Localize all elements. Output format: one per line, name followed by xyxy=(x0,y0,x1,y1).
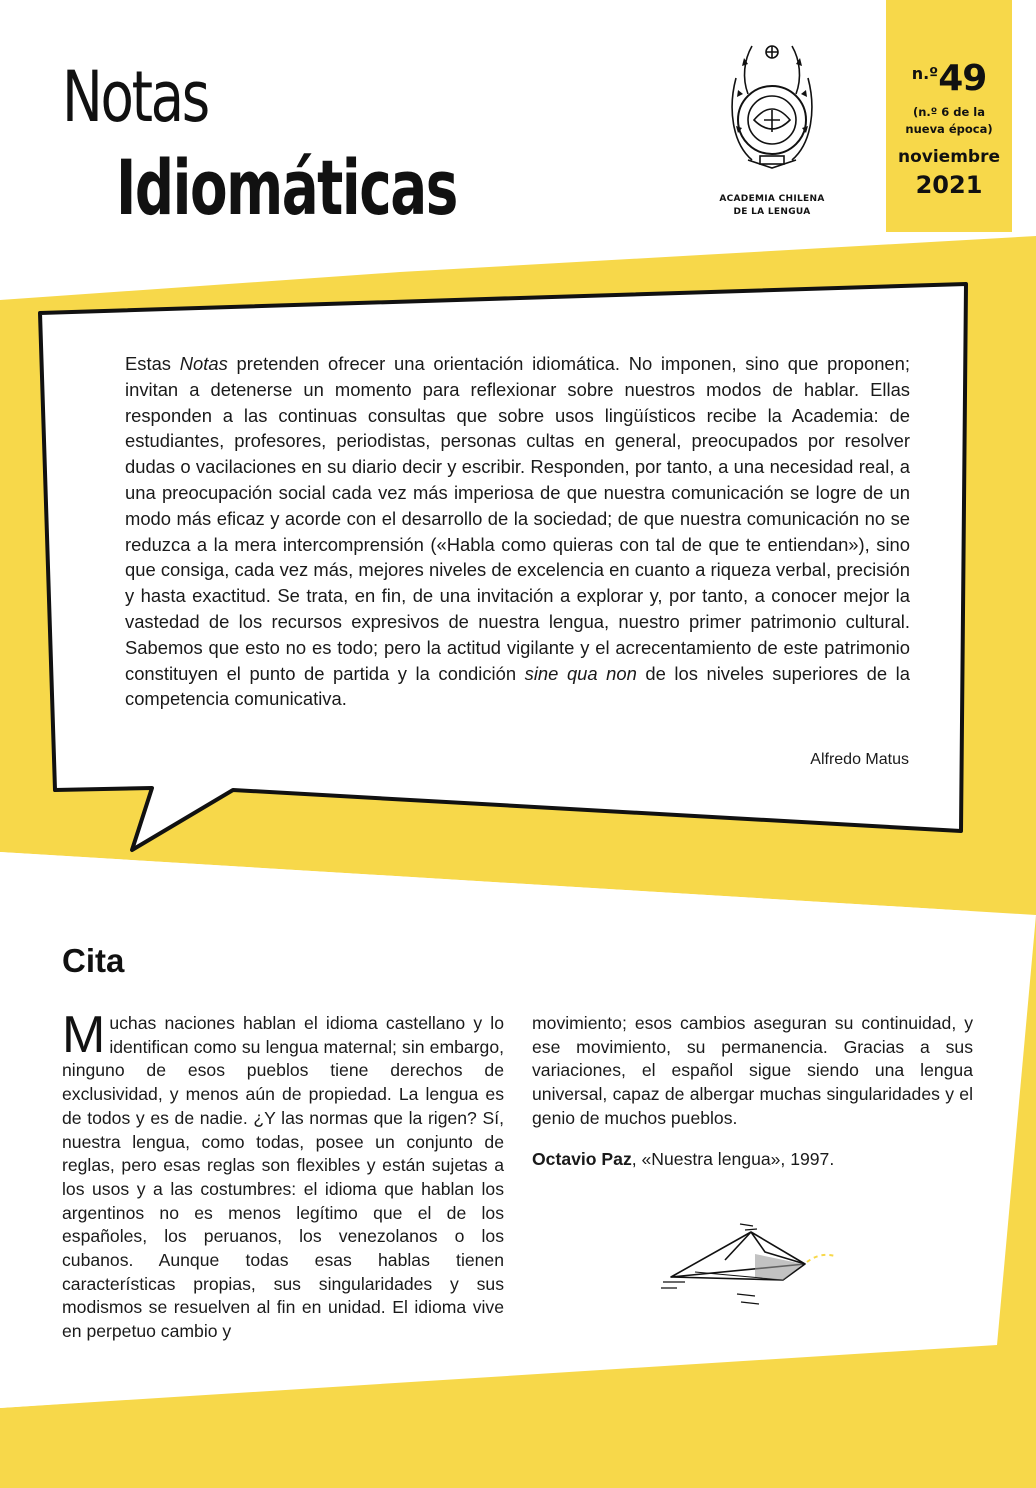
academy-crest-logo xyxy=(722,38,822,188)
issue-number-value: 49 xyxy=(938,58,987,99)
issue-number xyxy=(886,58,1012,99)
intro-paragraph xyxy=(125,351,910,712)
cita-column-1-text: uchas naciones hablan el idioma castellano y lo identifican como su lengua maternal; sin embargo, ninguno de esos pueblos tiene derechos de exclusividad, y menos aún de propiedad. La lengua es de todos y es de nadie. ¿Y las normas que la rigen? Sí, nuestra lengua, como todas, posee un conjunto de reglas, pero esas reglas son flexibles y están sujetas a los usos y a las costumbres: el idioma que hablan los argentinos no es menos legítimo que el de los españoles, los peruanos, los venezolanos o los cubanos. Aunque todas esas hablas tienen características propias, sus singularidades y sus modismos se resuelven al fin en unidad. El idioma vive en perpetuo cambio y xyxy=(62,1013,504,1342)
cita-column-1 xyxy=(62,1006,504,1344)
logo-caption xyxy=(712,193,832,219)
intro-author: Alfredo Matus xyxy=(810,751,909,768)
masthead-title-line2: Idiomáticas xyxy=(116,143,457,232)
intro-text-1: Estas xyxy=(125,353,180,374)
issue-prefix: n.º xyxy=(911,64,939,83)
issue-subtitle xyxy=(886,104,1012,138)
issue-month: noviembre xyxy=(897,147,1001,167)
intro-text-2: pretenden ofrecer una orientación idiomática. No imponen, sino que proponen; invitan a detenerse un momento para reflexionar sobre nuestros modos de hablar. Ellas responden a las continuas consultas que sobre usos lingüísticos recibe la Academia: de estudiantes, profesores, periodistas, personas cultas en general, preocupados por resolver dudas o vacilaciones en su diario decir y escribir. Responden, por tanto, a una necesidad real, a una preocupación social cada vez más imperiosa de que nuestra comunicación se logre de un modo más eficaz y acorde con el desarrollo de la sociedad; de que nuestra comunicación no se reduzca a la mera intercomprensión («Habla como quieras con tal de que te entiendan»), sino que consiga, cada vez más, mejores niveles de excelencia en cuanto a riqueza verbal, precisión y hasta exactitud. Se trata, en fin, de una invitación a explorar y, por tanto, a conocer mejor la vastedad de los recursos expresivos de nuestra lengua, nuestro primer patrimonio cultural. Sabemos que esto no es todo; pero la actitud vigilante y el acrecentamiento de este patrimonio constituyen el punto de partida y la condición xyxy=(125,353,910,684)
intro-text-3: de los niveles superiores de la competencia comunicativa. xyxy=(125,662,910,710)
intro-text-em-sine-qua-non: sine qua non xyxy=(524,662,637,684)
logo-caption-line1: ACADEMIA CHILENA xyxy=(719,194,825,204)
section-title-cita: Cita xyxy=(62,942,125,979)
masthead-title-line1: Notas xyxy=(62,56,208,138)
cita-source xyxy=(532,1149,973,1170)
issue-subtitle-line1: (n.º 6 de la xyxy=(912,105,986,119)
intro-text-em-notas: Notas xyxy=(179,353,228,374)
issue-year: 2021 xyxy=(915,171,983,199)
cita-column-2: movimiento; esos cambios aseguran su continuidad, y ese movimiento, su permanencia. Gracias a sus variaciones, el español sigue siendo una lengua universal, capaz de albergar muchas singularidades y el genio de muchos pueblos. xyxy=(532,1013,973,1128)
issue-subtitle-line2: nueva época) xyxy=(905,122,993,136)
logo-caption-line2: DE LA LENGUA xyxy=(733,207,811,217)
drop-cap: M xyxy=(62,1006,106,1064)
cita-source-author: Octavio Paz xyxy=(532,1149,632,1169)
paper-plane-illustration xyxy=(655,1222,835,1312)
cita-source-rest: , «Nuestra lengua», 1997. xyxy=(631,1149,835,1169)
